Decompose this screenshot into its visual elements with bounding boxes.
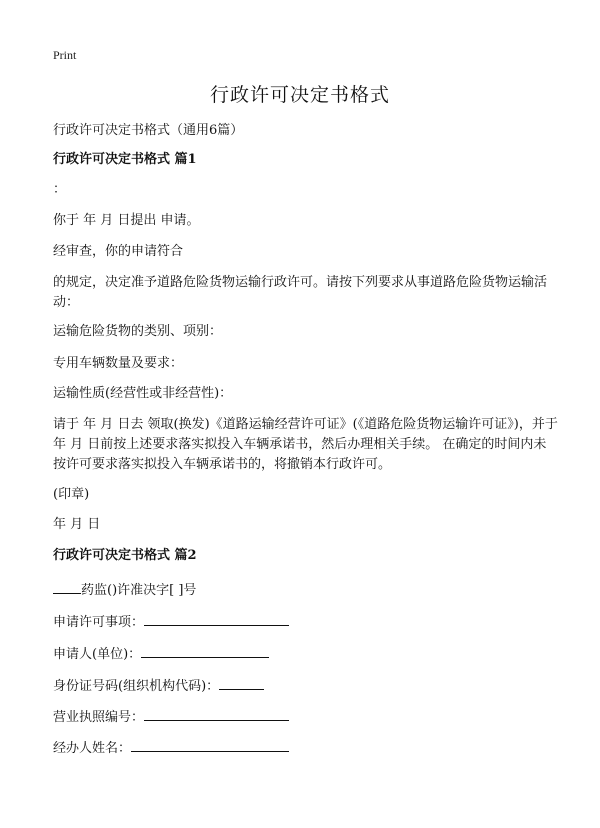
section1-paragraph-7: 请于 年 月 日去 领取(换发)《道路运输经营许可证》(《道路危险货物运输许可证》)，并于 年 月 日前按上述要求落实拟投入车辆承诺书，然后办理相关手续。 在确定的时间内未按许可要求落实拟投入车辆承诺书的，将撤销本行政许可。 bbox=[53, 417, 562, 472]
section1-paragraph-4: 运输危险货物的类别、项别： bbox=[53, 324, 223, 339]
section1-heading: 行政许可决定书格式 篇1 bbox=[53, 152, 197, 167]
agent-name-blank bbox=[131, 737, 289, 752]
application-item-row bbox=[53, 611, 289, 633]
application-item-blank bbox=[144, 611, 289, 626]
applicant-blank bbox=[141, 643, 269, 658]
license-number-row bbox=[53, 579, 196, 601]
agent-name-row bbox=[53, 737, 289, 759]
document-title: 行政许可决定书格式 bbox=[209, 84, 390, 106]
section2-heading: 行政许可决定书格式 篇2 bbox=[53, 548, 197, 563]
section1-mark: ： bbox=[53, 182, 67, 197]
section1-paragraph-2: 经审查，你的申请符合 bbox=[53, 244, 184, 259]
section1-paragraph-5: 专用车辆数量及要求： bbox=[53, 356, 184, 371]
business-license-blank bbox=[144, 706, 289, 721]
license-number-text: 药监()许准决字[ ]号 bbox=[81, 583, 197, 598]
id-number-label: 身份证号码(组织机构代码)： bbox=[53, 679, 220, 694]
document-subtitle: 行政许可决定书格式（通用6篇） bbox=[53, 123, 244, 138]
print-link[interactable]: Print bbox=[53, 48, 77, 62]
date-text: 年 月 日 bbox=[53, 517, 101, 532]
section1-paragraph-1: 你于 年 月 日提出 申请。 bbox=[53, 213, 200, 228]
business-license-row bbox=[53, 706, 289, 728]
seal-text: (印章) bbox=[53, 487, 90, 502]
section1-paragraph-6: 运输性质(经营性或非经营性)： bbox=[53, 386, 233, 401]
business-license-label: 营业执照编号： bbox=[53, 710, 145, 725]
applicant-row bbox=[53, 643, 269, 665]
applicant-label: 申请人(单位)： bbox=[53, 647, 142, 662]
id-number-row bbox=[53, 675, 264, 697]
license-number-blank bbox=[53, 579, 81, 594]
id-number-blank bbox=[219, 675, 264, 690]
agent-name-label: 经办人姓名： bbox=[53, 741, 132, 756]
application-item-label: 申请许可事项： bbox=[53, 615, 145, 630]
section1-paragraph-3: 的规定，决定准予道路危险货物运输行政许可。请按下列要求从事道路危险货物运输活动： bbox=[53, 275, 548, 310]
